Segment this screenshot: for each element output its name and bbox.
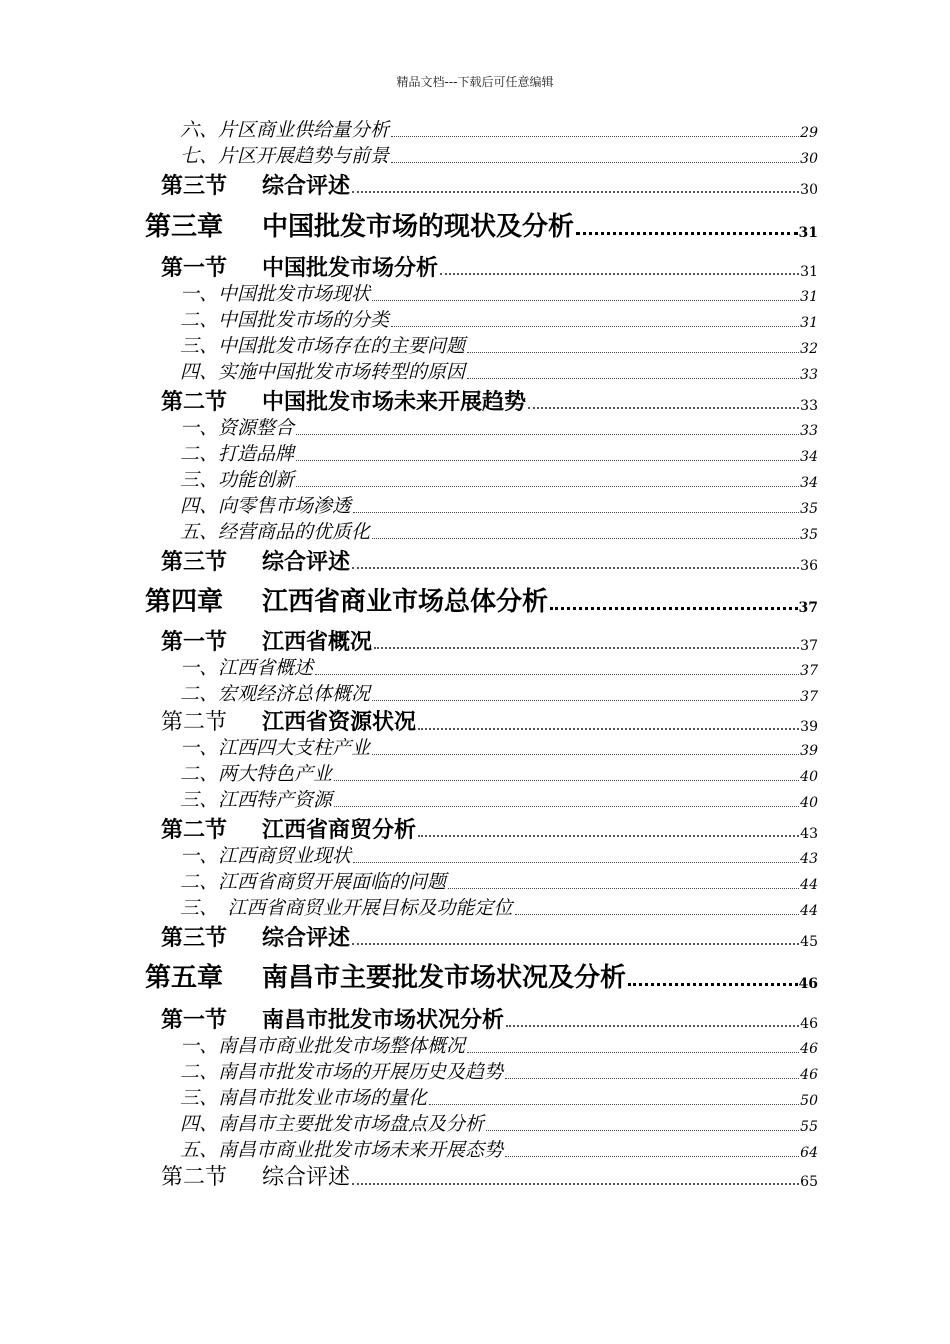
toc-subsection[interactable]: [180, 285, 818, 304]
toc-subsection[interactable]: [180, 659, 818, 678]
toc-entry-label: [161, 1167, 350, 1189]
dot-leader: [315, 674, 799, 675]
toc-entry-number: 第三节: [161, 549, 228, 575]
toc-entry-title: 江西省商业市场总体分析: [262, 587, 549, 617]
toc-page-number: 65: [800, 1174, 818, 1190]
toc-entry-label: 七、片区开展趋势与前景: [180, 145, 390, 167]
toc-entry-label: 二、打造品牌: [180, 443, 295, 465]
toc-entry-label: 三、功能创新: [180, 469, 295, 491]
toc-subsection[interactable]: [180, 1037, 818, 1056]
toc-entry-label: 二、宏观经济总体概况: [180, 683, 371, 705]
toc-entry-number: 第三节: [161, 173, 228, 199]
dot-leader: [550, 607, 798, 610]
toc-entry-label: 三、南昌市批发业市场的量化: [180, 1087, 428, 1109]
toc-entry-number: 第二节: [161, 1165, 228, 1190]
toc-entry-label: 五、经营商品的优质化: [180, 521, 371, 543]
toc-entry-label: [161, 175, 350, 197]
toc-subsection[interactable]: [180, 337, 818, 356]
toc-page-number: 37: [800, 689, 818, 705]
toc-page-number: 43: [800, 826, 818, 842]
toc-section[interactable]: [161, 257, 818, 279]
dot-leader: [353, 862, 799, 863]
toc-entry-label: 五、南昌市商业批发市场未来开展态势: [180, 1139, 504, 1161]
toc-entry-title: 综合评述: [262, 549, 351, 575]
dot-leader: [352, 1183, 799, 1185]
toc-entry-title: 南昌市主要批发市场状况及分析: [262, 963, 627, 993]
toc-entry-label: 一、江西省概述: [180, 657, 314, 679]
page-header: 精品文档---下载后可任意编辑: [396, 75, 554, 89]
toc-section[interactable]: [161, 551, 818, 573]
toc-entry-label: [161, 927, 350, 949]
toc-subsection[interactable]: [180, 1115, 818, 1134]
toc-page-number: 31: [800, 315, 818, 331]
toc-entry-label: [161, 257, 438, 279]
toc-section[interactable]: [161, 711, 818, 734]
dot-leader: [353, 512, 799, 513]
toc-section[interactable]: [161, 1167, 818, 1189]
toc-entry-label: 四、实施中国批发市场转型的原因: [180, 361, 466, 383]
toc-subsection[interactable]: [180, 685, 818, 704]
dot-leader: [372, 538, 799, 539]
toc-page-number: 46: [798, 976, 818, 992]
dot-leader: [296, 486, 799, 487]
dot-leader: [372, 700, 799, 701]
toc-entry-label: [145, 589, 548, 615]
toc-subsection[interactable]: [180, 419, 818, 438]
toc-entry-title: 综合评述: [262, 173, 351, 199]
dot-leader: [628, 983, 798, 986]
toc-page-number: 31: [800, 264, 818, 280]
toc-entry-label: 三、 江西省商贸业开展目标及功能定位: [180, 897, 513, 919]
toc-entry-title: 综合评述: [262, 1165, 351, 1190]
toc-entry-label: [161, 551, 350, 573]
toc-page-number: 43: [800, 851, 818, 867]
toc-entry-number: 第二节: [161, 389, 228, 415]
toc-entry-label: 三、江西特产资源: [180, 789, 333, 811]
toc-page-number: 45: [800, 934, 818, 950]
toc-entry-label: 二、南昌市批发市场的开展历史及趋势: [180, 1061, 504, 1083]
toc-entry-label: [161, 711, 416, 734]
toc-entry-number: 第一节: [161, 629, 228, 655]
toc-subsection[interactable]: [180, 311, 818, 330]
toc-entry-number: 第二节: [161, 710, 228, 735]
toc-subsection[interactable]: [180, 739, 818, 758]
toc-page-number: 46: [800, 1067, 818, 1083]
toc-entry-label: 四、向零售市场渗透: [180, 495, 352, 517]
dot-leader: [505, 1156, 799, 1157]
toc-page-number: 40: [800, 795, 818, 811]
toc-subsection[interactable]: [180, 471, 818, 490]
toc-entry-title: 南昌市批发市场状况分析: [262, 1007, 505, 1033]
toc-subsection[interactable]: [180, 1141, 818, 1160]
toc-entry-label: [161, 631, 372, 653]
toc-entry-label: [161, 391, 526, 413]
toc-page-number: 36: [800, 558, 818, 574]
dot-leader: [576, 232, 798, 235]
dot-leader: [418, 835, 799, 837]
toc-chapter[interactable]: [145, 965, 818, 991]
dot-leader: [296, 460, 799, 461]
toc-subsection[interactable]: [180, 523, 818, 542]
toc-entry-number: 第三节: [161, 925, 228, 951]
toc-page-number: 31: [800, 289, 818, 305]
toc-entry-label: 一、江西商贸业现状: [180, 845, 352, 867]
toc-page-number: 35: [800, 501, 818, 517]
toc-page-number: 33: [800, 367, 818, 383]
toc-page-number: 33: [800, 398, 818, 414]
toc-entry-label: 二、江西省商贸开展面临的问题: [180, 871, 447, 893]
toc-entry-title: 江西省资源状况: [262, 709, 417, 735]
dot-leader: [467, 352, 799, 353]
toc-entry-label: 六、片区商业供给量分析: [180, 119, 390, 141]
toc-page-number: 55: [800, 1119, 818, 1135]
toc-page-number: 39: [800, 719, 818, 735]
toc-chapter[interactable]: [145, 214, 818, 240]
dot-leader: [448, 888, 799, 889]
toc-section[interactable]: [161, 631, 818, 653]
dot-leader: [372, 754, 799, 755]
dot-leader: [391, 326, 799, 327]
dot-leader: [372, 300, 799, 301]
toc-page-number: 37: [800, 663, 818, 679]
toc-entry-label: 一、中国批发市场现状: [180, 283, 371, 305]
toc-page-number: 29: [800, 125, 818, 141]
dot-leader: [352, 191, 799, 193]
toc-entry-number: 第一节: [161, 1007, 228, 1033]
toc-entry-label: [145, 214, 574, 240]
dot-leader: [467, 1052, 799, 1053]
toc-page-number: 33: [800, 423, 818, 439]
toc-subsection[interactable]: [180, 121, 818, 140]
toc-page-number: 44: [800, 877, 818, 893]
dot-leader: [352, 567, 799, 569]
toc-entry-number: 第五章: [145, 963, 224, 993]
toc-subsection[interactable]: [180, 497, 818, 516]
toc-entry-label: 四、南昌市主要批发市场盘点及分析: [180, 1113, 485, 1135]
toc-page-number: 37: [798, 600, 818, 616]
toc-page-number: 32: [800, 341, 818, 357]
dot-leader: [440, 273, 799, 275]
toc-entry-label: [161, 1009, 504, 1031]
toc-subsection[interactable]: [180, 765, 818, 784]
toc-entry-title: 中国批发市场的现状及分析: [262, 212, 575, 242]
toc-section[interactable]: [161, 175, 818, 197]
toc-page-number: 35: [800, 527, 818, 543]
toc-subsection[interactable]: [180, 899, 818, 918]
dot-leader: [515, 914, 800, 915]
toc-entry-title: 综合评述: [262, 925, 351, 951]
toc-page-number: 46: [800, 1016, 818, 1032]
dot-leader: [334, 780, 799, 781]
toc-subsection[interactable]: [180, 1063, 818, 1082]
dot-leader: [506, 1025, 799, 1027]
toc-subsection[interactable]: [180, 147, 818, 166]
toc-subsection[interactable]: [180, 847, 818, 866]
toc-subsection[interactable]: [180, 363, 818, 382]
toc-entry-label: 一、南昌市商业批发市场整体概况: [180, 1035, 466, 1057]
dot-leader: [391, 162, 799, 163]
toc-subsection[interactable]: [180, 791, 818, 810]
toc-page-number: 40: [800, 769, 818, 785]
toc-entry-label: [161, 819, 416, 841]
toc-subsection[interactable]: [180, 873, 818, 892]
toc-page-number: 50: [800, 1093, 818, 1109]
toc-page-number: 30: [800, 182, 818, 198]
toc-chapter[interactable]: [145, 589, 818, 615]
toc-page-number: 44: [800, 903, 818, 919]
dot-leader: [505, 1078, 799, 1079]
dot-leader: [296, 434, 799, 435]
toc-page-number: 39: [800, 743, 818, 759]
dot-leader: [486, 1130, 799, 1131]
toc-entry-number: 第三章: [145, 212, 224, 242]
toc-page-number: 31: [798, 225, 818, 241]
toc-entry-label: 三、中国批发市场存在的主要问题: [180, 335, 466, 357]
dot-leader: [528, 407, 799, 409]
dot-leader: [418, 728, 799, 730]
toc-page-number: 34: [800, 449, 818, 465]
toc-entry-title: 中国批发市场分析: [262, 255, 439, 281]
dot-leader: [334, 806, 799, 807]
toc-entry-title: 江西省商贸分析: [262, 817, 417, 843]
dot-leader: [467, 378, 799, 379]
toc-entry-title: 中国批发市场未来开展趋势: [262, 389, 527, 415]
toc-entry-label: [145, 965, 626, 991]
toc-entry-label: 一、资源整合: [180, 417, 295, 439]
toc-entry-title: 江西省概况: [262, 629, 373, 655]
toc-entry-label: 二、中国批发市场的分类: [180, 309, 390, 331]
toc-section[interactable]: [161, 391, 818, 413]
toc-entry-label: 一、江西四大支柱产业: [180, 737, 371, 759]
toc-subsection[interactable]: [180, 445, 818, 464]
toc-subsection[interactable]: [180, 1089, 818, 1108]
toc-section[interactable]: [161, 819, 818, 841]
dot-leader: [352, 943, 799, 945]
toc-page-number: 64: [800, 1145, 818, 1161]
toc-entry-label: 二、两大特色产业: [180, 763, 333, 785]
toc-entry-number: 第四章: [145, 587, 224, 617]
toc-entry-number: 第一节: [161, 255, 228, 281]
dot-leader: [374, 647, 799, 649]
toc-page-number: 34: [800, 475, 818, 491]
toc-page-number: 46: [800, 1041, 818, 1057]
dot-leader: [391, 136, 799, 137]
toc-section[interactable]: [161, 927, 818, 949]
dot-leader: [429, 1104, 799, 1105]
toc-page-number: 30: [800, 151, 818, 167]
toc-entry-number: 第二节: [161, 817, 228, 843]
toc-page-number: 37: [800, 638, 818, 654]
toc-section[interactable]: [161, 1009, 818, 1031]
